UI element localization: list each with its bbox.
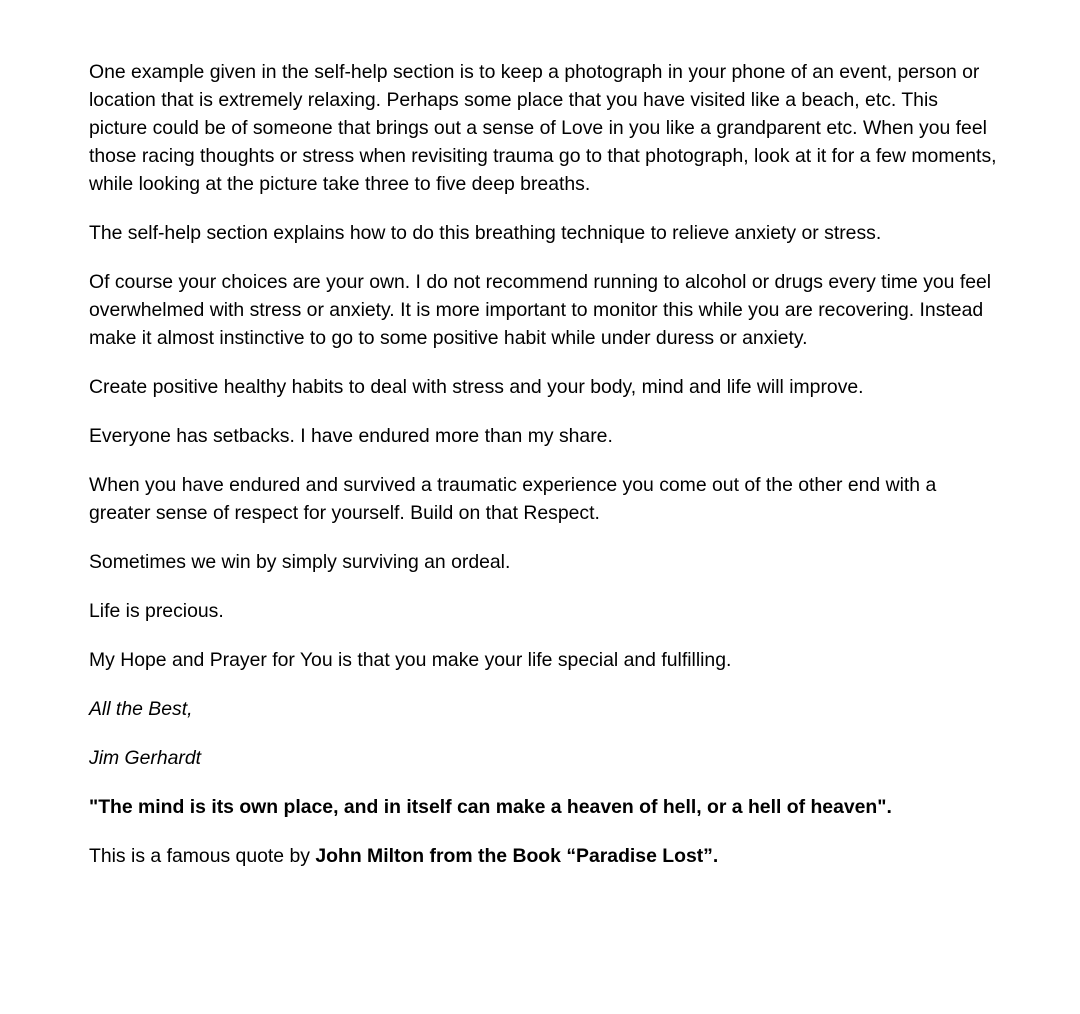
signature-name: Jim Gerhardt (89, 747, 202, 769)
paragraph-setbacks: Everyone has setbacks. I have endured more than my share. (89, 425, 613, 447)
quote-attribution (89, 842, 999, 870)
attribution-source: John Milton from the Book “Paradise Lost”. (315, 845, 719, 867)
paragraph-surviving: Sometimes we win by simply surviving an ordeal. (89, 551, 511, 573)
paragraph-healthy-habits: Create positive healthy habits to deal with stress and your body, mind and life will improve. (89, 376, 864, 398)
paragraph-choices: Of course your choices are your own. I do not recommend running to alcohol or drugs every time you feel overwhelmed with stress or anxiety. It is more important to monitor this while you are recovering. Instead make it almost instinctive to go to some positive habit while under duress or anxiety. (89, 271, 992, 349)
paragraph-respect: When you have endured and survived a traumatic experience you come out of the other end with a greater sense of respect for yourself. Build on that Respect. (89, 474, 937, 524)
paragraph-photograph-tip: One example given in the self-help section is to keep a photograph in your phone of an event, person or location that is extremely relaxing. Perhaps some place that you have visited like a beach, etc. This picture could be of someone that brings out a sense of Love in you like a grandparent etc. When you feel those racing thoughts or stress when revisiting trauma go to that photograph, look at it for a few moments, while looking at the picture take three to five deep breaths. (89, 61, 997, 195)
attribution-prefix: This is a famous quote by (89, 845, 316, 867)
paragraph-hope-prayer: My Hope and Prayer for You is that you make your life special and fulfilling. (89, 649, 732, 671)
closing-line: All the Best, (89, 698, 193, 720)
paragraph-life-precious: Life is precious. (89, 600, 224, 622)
paragraph-breathing-technique: The self-help section explains how to do this breathing technique to relieve anxiety or stress. (89, 222, 882, 244)
document-page (89, 58, 999, 891)
milton-quote: "The mind is its own place, and in itself can make a heaven of hell, or a hell of heaven". (89, 796, 892, 818)
